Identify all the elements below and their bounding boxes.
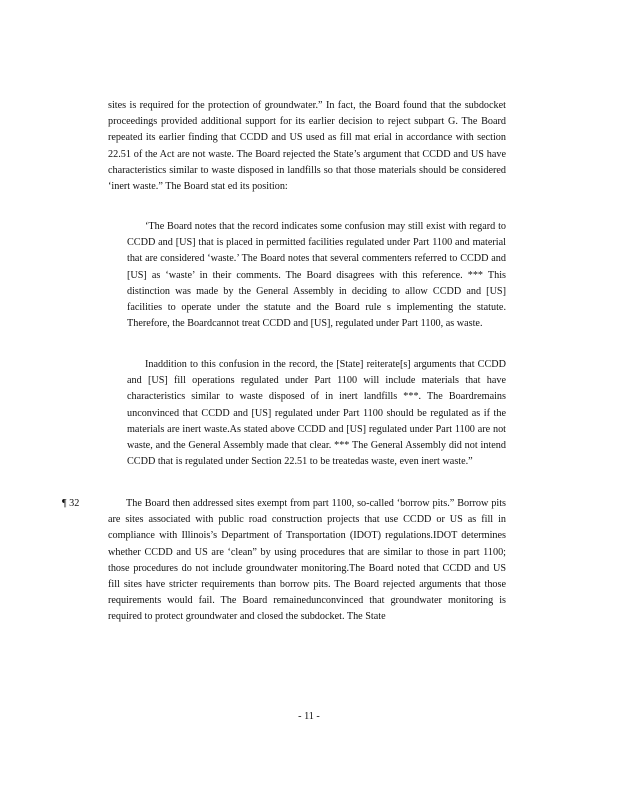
- page-number: - 11 -: [298, 711, 320, 722]
- paragraph-continuation: sites is required for the protection of groundwater.” In fact, the Board found that the subdocket proceedings provided additional support for its earlier decision to reject subpart G. The Board repeated its earlier finding that CCDD and US used as fill mat erial in accordance with section 22.51 of the Act are not waste. The Board rejected the State’s argument that CCDD and US have characteristics similar to waste disposed in landfills so that those materials should be considered ‘inert waste.” The Board stat ed its position:: [108, 100, 506, 193]
- block-quote-1: ‘The Board notes that the record indicates some confusion may still exist with regard to CCDD and [US] that is placed in permitted facilities regulated under Part 1100 and material that are considered ‘waste.’ The Board notes that several commenters referred to CCDD and [US] as ‘waste’ in their comments. The Board disagrees with this reference. *** This distinction was made by the General Assembly in deciding to allow CCDD and [US] facilities to operate under the statute and the Board rule s implementing the statute. Therefore, the Boardcannot treat CCDD and [US], regulated under Part 1100, as waste.: [127, 221, 506, 330]
- paragraph-number: ¶ 32: [62, 498, 80, 509]
- paragraph-32: The Board then addressed sites exempt from part 1100, so-called ‘borrow pits.” Borrow pits are sites associated with public road construction projects that use CCDD or US as fill in compliance with Illinois’s Department of Transportation (IDOT) regulations.IDOT determines whether CCDD and US are ‘clean” by using procedures that are similar to those in part 1100; those procedures do not include groundwater monitoring.The Board noted that CCDD and US fill sites have stricter requirements than borrow pits. The Board rejected arguments that those requirements would fail. The Board remainedunconvinced that groundwater monitoring is required to protect groundwater and closed the subdocket. The State: [108, 498, 506, 623]
- block-quote-2: Inaddition to this confusion in the record, the [State] reiterate[s] arguments that CCDD and [US] fill operations regulated under Part 1100 will include materials that have characteristics similar to waste disposed of in inert landfills ***. The Boardremains unconvinced that CCDD and [US] regulated under Part 1100 should be regulated as if the materials are inert waste.As stated above CCDD and [US] regulated under Part 1100 are not waste, and the General Assembly made that clear. *** The General Assembly did not intend CCDD that is regulated under Section 22.51 to be treatedas waste, even inert waste.”: [127, 359, 506, 468]
